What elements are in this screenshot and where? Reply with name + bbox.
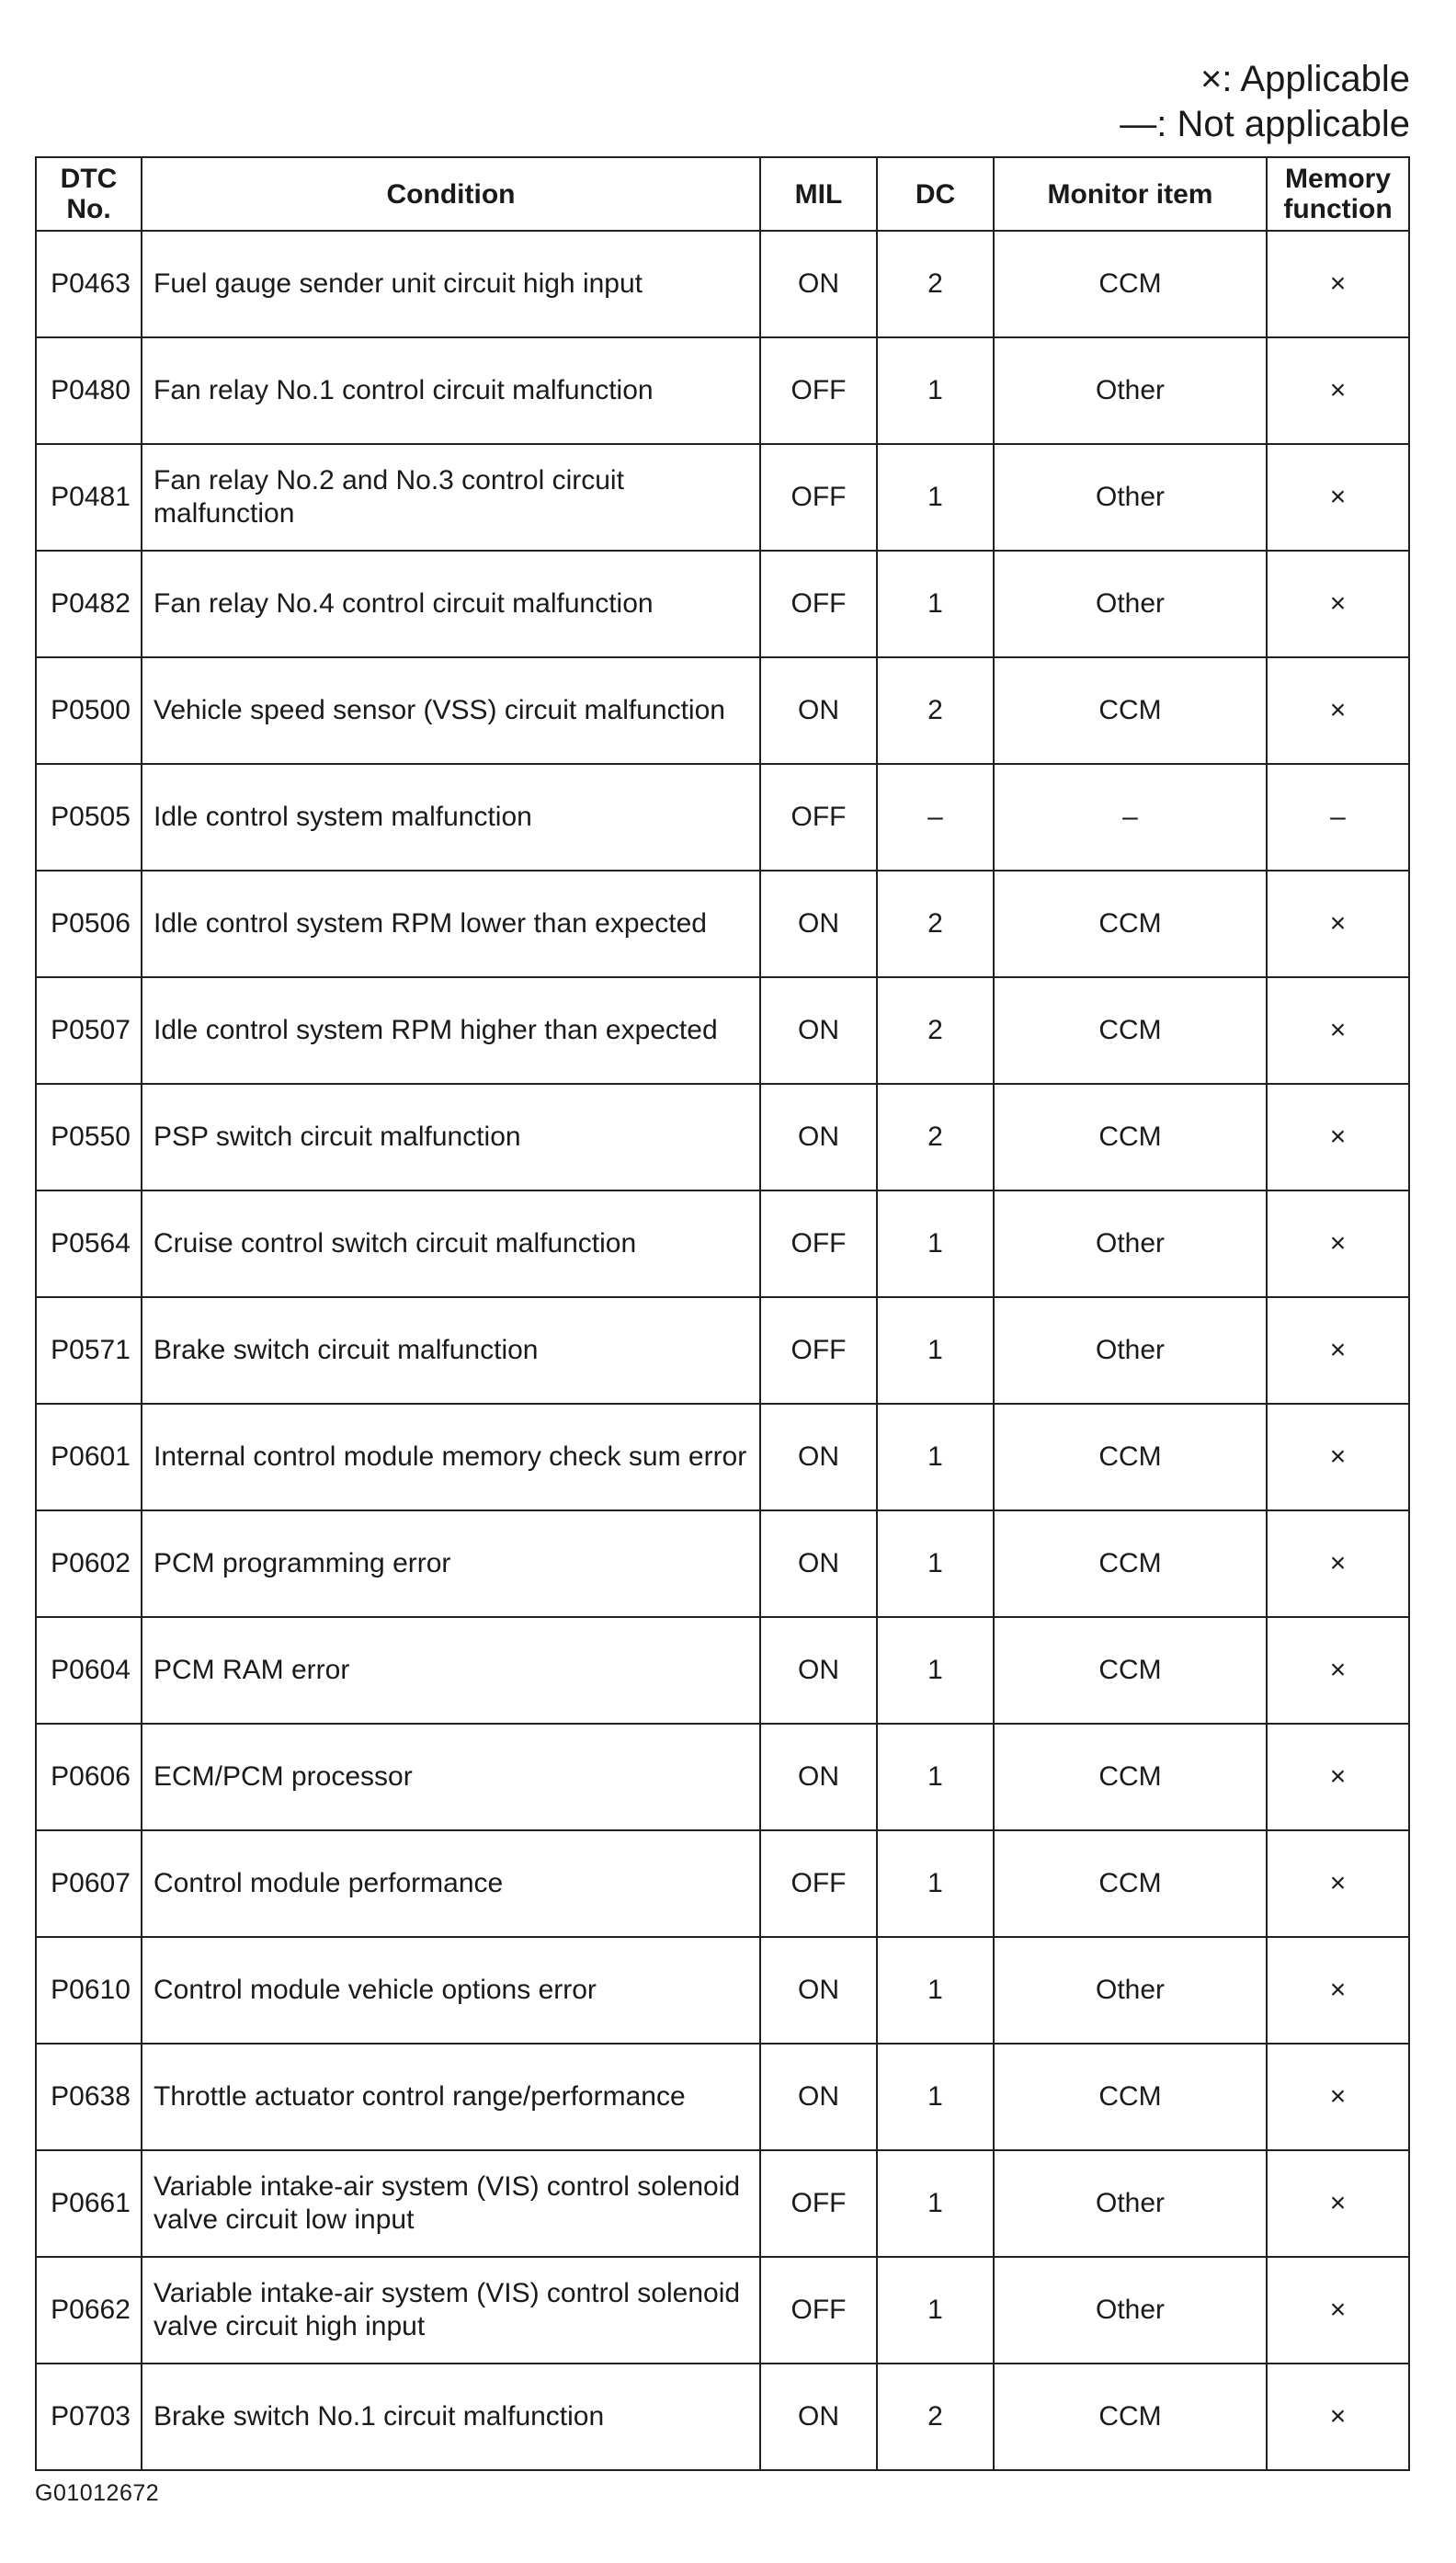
header-condition: Condition (142, 157, 760, 231)
cell-dtc-code: P0505 (36, 764, 142, 871)
cell-dtc-code: P0506 (36, 871, 142, 977)
table-row (36, 1190, 1409, 1297)
cell-condition: PSP switch circuit malfunction (142, 1084, 760, 1190)
cell-memory-function: × (1267, 337, 1409, 444)
cell-memory-function: × (1267, 1510, 1409, 1617)
cell-dc: 1 (877, 337, 994, 444)
cell-memory-function: × (1267, 551, 1409, 657)
cell-condition: Brake switch No.1 circuit malfunction (142, 2364, 760, 2470)
table-row (36, 1830, 1409, 1937)
cell-dc: 1 (877, 1510, 994, 1617)
table-row (36, 2257, 1409, 2364)
cell-mil: OFF (760, 1297, 877, 1404)
cell-dc: 1 (877, 551, 994, 657)
dtc-table (35, 156, 1410, 2471)
cell-dc: 1 (877, 1830, 994, 1937)
cell-dtc-code: P0480 (36, 337, 142, 444)
cell-memory-function: – (1267, 764, 1409, 871)
cell-dtc-code: P0601 (36, 1404, 142, 1510)
header-monitor-item: Monitor item (994, 157, 1267, 231)
cell-condition: PCM programming error (142, 1510, 760, 1617)
cell-dtc-code: P0662 (36, 2257, 142, 2364)
cell-mil: OFF (760, 1190, 877, 1297)
cell-mil: ON (760, 1084, 877, 1190)
legend (1120, 57, 1410, 147)
cell-monitor-item: CCM (994, 1404, 1267, 1510)
cell-mil: ON (760, 1724, 877, 1830)
cell-mil: ON (760, 2364, 877, 2470)
table-row (36, 231, 1409, 337)
cell-dtc-code: P0703 (36, 2364, 142, 2470)
cell-condition: Fan relay No.2 and No.3 control circuit malfunction (142, 444, 760, 551)
table-row (36, 1724, 1409, 1830)
cell-condition: ECM/PCM processor (142, 1724, 760, 1830)
table-row (36, 2044, 1409, 2150)
cell-dc: 2 (877, 871, 994, 977)
cell-condition: Fan relay No.4 control circuit malfunction (142, 551, 760, 657)
cell-dtc-code: P0564 (36, 1190, 142, 1297)
cell-monitor-item: CCM (994, 657, 1267, 764)
cell-condition: PCM RAM error (142, 1617, 760, 1724)
cell-monitor-item: – (994, 764, 1267, 871)
legend-applicable: ×: Applicable (1200, 59, 1410, 99)
table-body (36, 231, 1409, 2470)
cell-dtc-code: P0481 (36, 444, 142, 551)
cell-condition: Throttle actuator control range/performance (142, 2044, 760, 2150)
cell-dc: 2 (877, 657, 994, 764)
cell-dtc-code: P0550 (36, 1084, 142, 1190)
cell-mil: OFF (760, 1830, 877, 1937)
cell-dc: 1 (877, 2257, 994, 2364)
cell-monitor-item: CCM (994, 2364, 1267, 2470)
cell-monitor-item: CCM (994, 977, 1267, 1084)
cell-memory-function: × (1267, 871, 1409, 977)
cell-monitor-item: CCM (994, 231, 1267, 337)
header-dc: DC (877, 157, 994, 231)
cell-memory-function: × (1267, 977, 1409, 1084)
header-memory-function: Memory function (1267, 157, 1409, 231)
table-row (36, 444, 1409, 551)
table-row (36, 977, 1409, 1084)
header-mil: MIL (760, 157, 877, 231)
cell-memory-function: × (1267, 657, 1409, 764)
cell-memory-function: × (1267, 2364, 1409, 2470)
cell-mil: ON (760, 1937, 877, 2044)
table-row (36, 2150, 1409, 2257)
cell-condition: Control module vehicle options error (142, 1937, 760, 2044)
cell-dtc-code: P0571 (36, 1297, 142, 1404)
cell-memory-function: × (1267, 2257, 1409, 2364)
cell-mil: ON (760, 1404, 877, 1510)
cell-mil: ON (760, 657, 877, 764)
cell-dc: 1 (877, 2150, 994, 2257)
table-row (36, 1297, 1409, 1404)
cell-dc: 1 (877, 1297, 994, 1404)
cell-dc: 1 (877, 1404, 994, 1510)
cell-dtc-code: P0500 (36, 657, 142, 764)
cell-mil: OFF (760, 764, 877, 871)
cell-memory-function: × (1267, 2150, 1409, 2257)
cell-memory-function: × (1267, 1830, 1409, 1937)
cell-monitor-item: Other (994, 551, 1267, 657)
cell-condition: Idle control system RPM lower than expected (142, 871, 760, 977)
legend-not-applicable: —: Not applicable (1120, 104, 1410, 144)
cell-monitor-item: CCM (994, 1830, 1267, 1937)
cell-mil: ON (760, 2044, 877, 2150)
cell-monitor-item: Other (994, 2257, 1267, 2364)
cell-dc: 1 (877, 1724, 994, 1830)
cell-monitor-item: CCM (994, 2044, 1267, 2150)
header-dtc-no: DTC No. (36, 157, 142, 231)
cell-memory-function: × (1267, 1297, 1409, 1404)
cell-dc: 2 (877, 231, 994, 337)
cell-mil: ON (760, 231, 877, 337)
cell-dtc-code: P0610 (36, 1937, 142, 2044)
cell-condition: Internal control module memory check sum error (142, 1404, 760, 1510)
cell-dtc-code: P0638 (36, 2044, 142, 2150)
cell-monitor-item: Other (994, 1937, 1267, 2044)
cell-memory-function: × (1267, 1190, 1409, 1297)
cell-monitor-item: Other (994, 1297, 1267, 1404)
cell-dc: 1 (877, 2044, 994, 2150)
cell-dc: – (877, 764, 994, 871)
cell-dc: 2 (877, 977, 994, 1084)
cell-memory-function: × (1267, 1404, 1409, 1510)
cell-monitor-item: Other (994, 1190, 1267, 1297)
cell-dtc-code: P0607 (36, 1830, 142, 1937)
cell-monitor-item: Other (994, 337, 1267, 444)
cell-memory-function: × (1267, 1084, 1409, 1190)
cell-memory-function: × (1267, 1617, 1409, 1724)
cell-monitor-item: CCM (994, 1084, 1267, 1190)
cell-mil: ON (760, 871, 877, 977)
cell-dc: 1 (877, 1617, 994, 1724)
cell-condition: Cruise control switch circuit malfunction (142, 1190, 760, 1297)
table-row (36, 337, 1409, 444)
table-row (36, 1937, 1409, 2044)
cell-mil: OFF (760, 2257, 877, 2364)
cell-monitor-item: Other (994, 2150, 1267, 2257)
cell-condition: Vehicle speed sensor (VSS) circuit malfunction (142, 657, 760, 764)
cell-monitor-item: CCM (994, 1724, 1267, 1830)
cell-memory-function: × (1267, 2044, 1409, 2150)
cell-mil: ON (760, 1510, 877, 1617)
cell-dtc-code: P0602 (36, 1510, 142, 1617)
cell-mil: OFF (760, 2150, 877, 2257)
cell-dtc-code: P0604 (36, 1617, 142, 1724)
cell-dtc-code: P0661 (36, 2150, 142, 2257)
cell-dtc-code: P0463 (36, 231, 142, 337)
table-row (36, 1084, 1409, 1190)
cell-dc: 2 (877, 1084, 994, 1190)
cell-monitor-item: CCM (994, 871, 1267, 977)
cell-memory-function: × (1267, 1724, 1409, 1830)
cell-mil: ON (760, 1617, 877, 1724)
cell-condition: Control module performance (142, 1830, 760, 1937)
cell-condition: Fuel gauge sender unit circuit high input (142, 231, 760, 337)
cell-mil: ON (760, 977, 877, 1084)
cell-dtc-code: P0507 (36, 977, 142, 1084)
cell-condition: Variable intake-air system (VIS) control solenoid valve circuit low input (142, 2150, 760, 2257)
cell-condition: Brake switch circuit malfunction (142, 1297, 760, 1404)
cell-dc: 2 (877, 2364, 994, 2470)
table-row (36, 1404, 1409, 1510)
table-row (36, 1617, 1409, 1724)
table-row (36, 1510, 1409, 1617)
cell-monitor-item: CCM (994, 1617, 1267, 1724)
cell-dtc-code: P0482 (36, 551, 142, 657)
cell-condition: Fan relay No.1 control circuit malfunction (142, 337, 760, 444)
table-row (36, 657, 1409, 764)
cell-mil: OFF (760, 551, 877, 657)
table-row (36, 551, 1409, 657)
table-header-row (36, 157, 1409, 231)
cell-memory-function: × (1267, 1937, 1409, 2044)
cell-condition: Variable intake-air system (VIS) control solenoid valve circuit high input (142, 2257, 760, 2364)
cell-dc: 1 (877, 1937, 994, 2044)
cell-monitor-item: Other (994, 444, 1267, 551)
table-row (36, 871, 1409, 977)
cell-monitor-item: CCM (994, 1510, 1267, 1617)
cell-memory-function: × (1267, 231, 1409, 337)
cell-memory-function: × (1267, 444, 1409, 551)
figure-id: G01012672 (35, 2480, 160, 2506)
cell-dc: 1 (877, 444, 994, 551)
table-row (36, 2364, 1409, 2470)
cell-dc: 1 (877, 1190, 994, 1297)
cell-dtc-code: P0606 (36, 1724, 142, 1830)
cell-condition: Idle control system RPM higher than expected (142, 977, 760, 1084)
cell-mil: OFF (760, 337, 877, 444)
cell-condition: Idle control system malfunction (142, 764, 760, 871)
cell-mil: OFF (760, 444, 877, 551)
table-row (36, 764, 1409, 871)
